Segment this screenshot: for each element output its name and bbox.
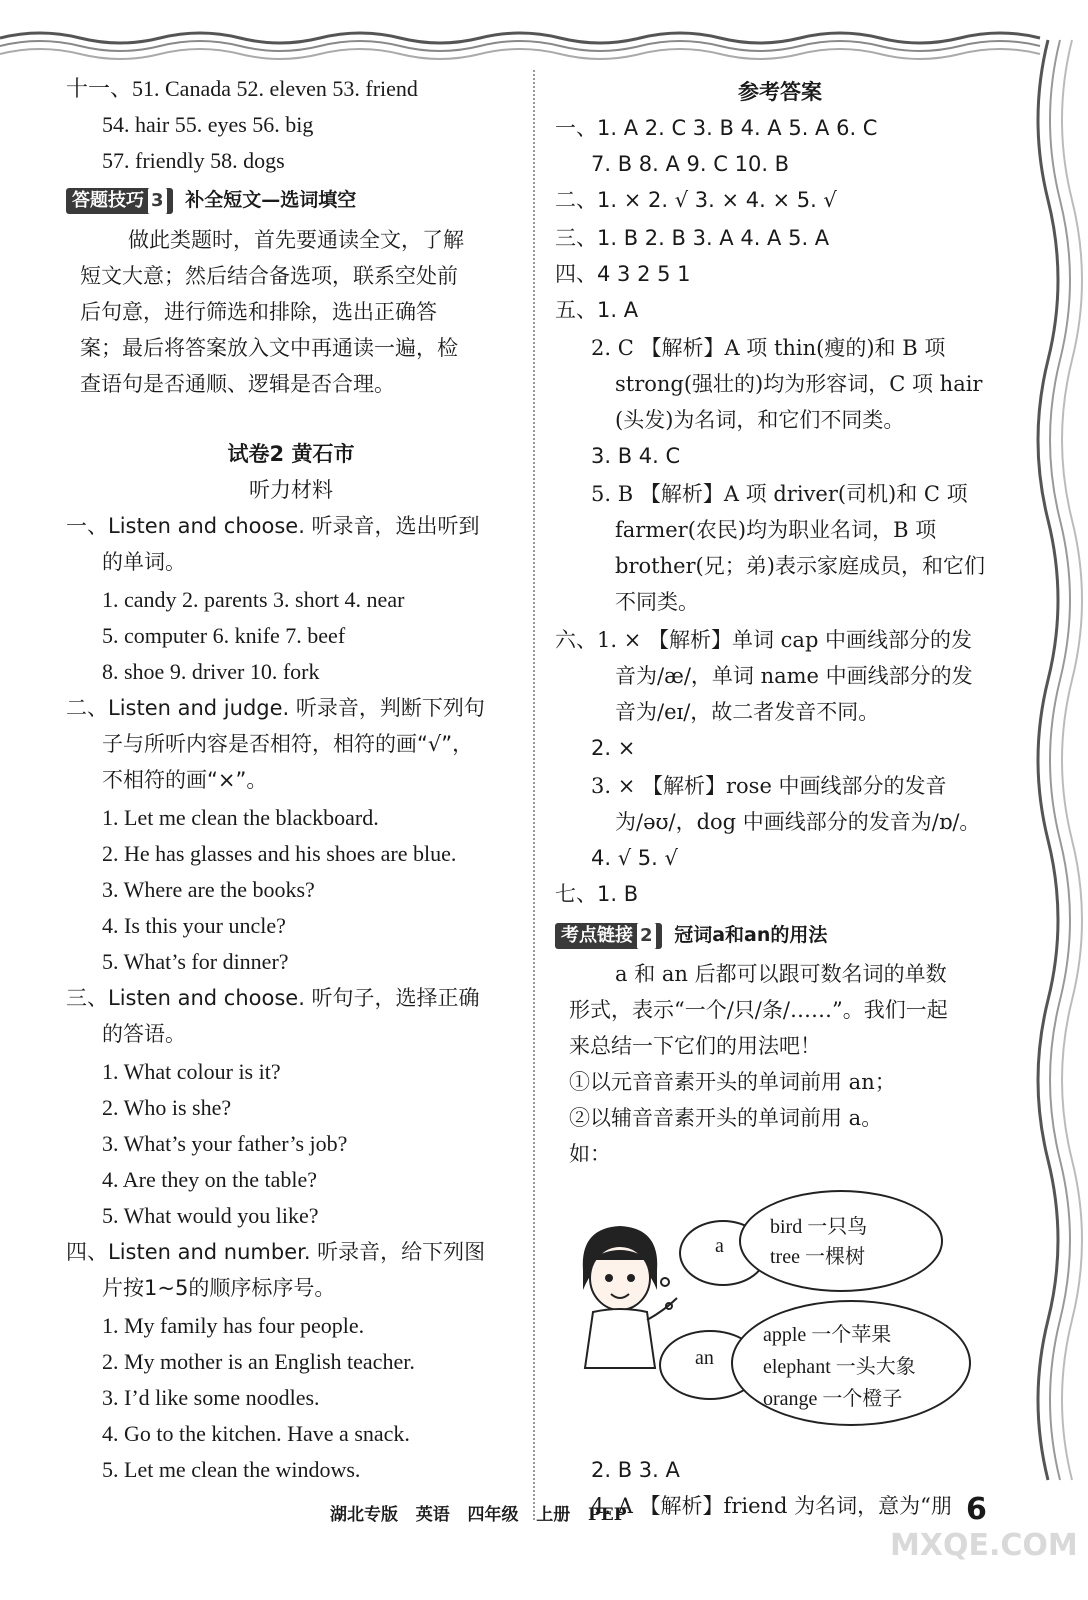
- tip-line: 查语句是否通顺、逻辑是否合理。: [80, 372, 395, 396]
- listening-title: 听力材料: [249, 478, 333, 502]
- bubble-a-label: a: [715, 1235, 724, 1257]
- tip-line: 案；最后将答案放入文中再通读一遍，检: [80, 336, 458, 360]
- answer-line-11-b: 54. hair 55. eyes 56. big: [102, 112, 314, 137]
- answer-6-1-cont: 音为/eɪ/，故二者发音不同。: [615, 700, 880, 724]
- q1-item: 5. computer 6. knife 7. beef: [102, 623, 346, 648]
- bubble-a-word: tree 一棵树: [770, 1246, 865, 1268]
- q3-item: 2. Who is she?: [102, 1095, 232, 1120]
- q4-title-cont: 片按1~5的顺序标序号。: [102, 1276, 336, 1300]
- bubble-an-label: an: [695, 1347, 714, 1369]
- q2-title-cont: 子与所听内容是否相符，相符的画“√”，: [102, 732, 474, 756]
- bubble-a-word: bird 一只鸟: [770, 1216, 868, 1238]
- link-header: [555, 920, 827, 949]
- answer-5-34: 3. B 4. C: [591, 444, 681, 468]
- answer-1a: 一、1. A 2. C 3. B 4. A 5. A 6. C: [555, 116, 878, 140]
- right-decorative-border: [1008, 0, 1088, 1600]
- page-footer: 湖北专版 英语 四年级 上册 PEP: [330, 1505, 627, 1525]
- answer-6-2: 2. ×: [591, 736, 636, 760]
- bubble-an-word: apple 一个苹果: [763, 1324, 892, 1346]
- link-line: 如：: [569, 1142, 611, 1166]
- link-line: a 和 an 后都可以跟可数名词的单数: [615, 962, 947, 986]
- q4-item: 1. My family has four people.: [102, 1313, 365, 1338]
- q3-item: 3. What’s your father’s job?: [102, 1131, 348, 1156]
- link-line: 来总结一下它们的用法吧！: [569, 1034, 821, 1058]
- q2-item: 3. Where are the books?: [102, 877, 315, 902]
- answer-5-5-cont: brother(兄；弟)表示家庭成员，和它们: [615, 554, 985, 578]
- link-title: 冠词a和an的用法: [674, 924, 828, 946]
- answer-line-11-a: 十一、51. Canada 52. eleven 53. friend: [66, 76, 418, 101]
- answer-5-5: 5. B 【解析】A 项 driver(司机)和 C 项: [591, 482, 968, 506]
- q2-item: 1. Let me clean the blackboard.: [102, 805, 379, 830]
- q1-title: 一、Listen and choose. 听录音，选出听到: [66, 514, 480, 538]
- q2-item: 5. What’s for dinner?: [102, 949, 289, 974]
- q3-item: 4. Are they on the table?: [102, 1167, 318, 1192]
- answer-5-5-cont: farmer(农民)均为职业名词，B 项: [615, 518, 937, 542]
- link-line: 形式，表示“一个/只/条/……”。我们一起: [569, 998, 948, 1022]
- answer-title: 参考答案: [738, 80, 822, 104]
- answer-1b: 7. B 8. A 9. C 10. B: [591, 152, 790, 176]
- watermark-text: MXQE.COM: [890, 1528, 1078, 1563]
- top-decorative-border: [0, 0, 1088, 70]
- answer-6-1-cont: 音为/æ/，单词 name 中画线部分的发: [615, 664, 973, 688]
- answer-6-3: 3. × 【解析】rose 中画线部分的发音: [591, 774, 947, 798]
- answer-3: 三、1. B 2. B 3. A 4. A 5. A: [555, 226, 830, 250]
- answer-5-2-cont: strong(强壮的)均为形容词，C 项 hair: [615, 372, 983, 396]
- tip-badge: 答题技巧 3: [66, 188, 173, 214]
- answer-2: 二、1. × 2. √ 3. × 4. × 5. √: [555, 188, 837, 212]
- answer-7-4: 4. A 【解析】friend 为名词，意为“朋: [591, 1494, 952, 1518]
- tip-line: 短文大意；然后结合备选项，联系空处前: [80, 264, 458, 288]
- answer-5-1: 五、1. A: [555, 298, 639, 322]
- answer-6-1: 六、1. × 【解析】单词 cap 中画线部分的发: [555, 628, 973, 652]
- answer-7-23: 2. B 3. A: [591, 1458, 680, 1482]
- q1-title-cont: 的单词。: [102, 550, 186, 574]
- page-number: 6: [966, 1492, 987, 1527]
- q4-item: 4. Go to the kitchen. Have a snack.: [102, 1421, 410, 1446]
- link-line: ①以元音音素开头的单词前用 an；: [569, 1070, 896, 1094]
- answer-5-5-cont: 不同类。: [615, 590, 699, 614]
- q3-title-cont: 的答语。: [102, 1022, 186, 1046]
- answer-5-2-cont: (头发)为名词，和它们不同类。: [615, 408, 905, 432]
- q4-item: 3. I’d like some noodles.: [102, 1385, 320, 1410]
- q3-title: 三、Listen and choose. 听句子，选择正确: [66, 986, 480, 1010]
- q3-item: 5. What would you like?: [102, 1203, 319, 1228]
- tip-title: 补全短文—选词填空: [185, 189, 357, 211]
- q4-title: 四、Listen and number. 听录音，给下列图: [66, 1240, 486, 1264]
- answer-6-3-cont: 为/əʊ/，dog 中画线部分的发音为/ɒ/。: [615, 810, 981, 834]
- link-line: ②以辅音音素开头的单词前用 a。: [569, 1106, 883, 1130]
- answer-4: 四、4 3 2 5 1: [555, 262, 691, 286]
- q1-item: 1. candy 2. parents 3. short 4. near: [102, 587, 405, 612]
- link-badge: 考点链接 2: [555, 923, 662, 949]
- thought-dots: [645, 1270, 675, 1330]
- column-divider: [533, 70, 535, 1520]
- q2-item: 4. Is this your uncle?: [102, 913, 286, 938]
- answer-5-2: 2. C 【解析】A 项 thin(瘦的)和 B 项: [591, 336, 946, 360]
- q4-item: 2. My mother is an English teacher.: [102, 1349, 415, 1374]
- bubble-an-word: orange 一个橙子: [763, 1388, 903, 1410]
- q2-item: 2. He has glasses and his shoes are blue.: [102, 841, 457, 866]
- tip-line: 后句意，进行筛选和排除，选出正确答: [80, 300, 437, 324]
- q4-item: 5. Let me clean the windows.: [102, 1457, 361, 1482]
- q1-item: 8. shoe 9. driver 10. fork: [102, 659, 320, 684]
- answer-7-1: 七、1. B: [555, 882, 639, 906]
- tip-line: 做此类题时，首先要通读全文，了解: [128, 228, 464, 252]
- answer-line-11-c: 57. friendly 58. dogs: [102, 148, 285, 173]
- tip-header: [66, 185, 356, 214]
- paper-title: 试卷2 黄石市: [227, 442, 355, 466]
- answer-6-45: 4. √ 5. √: [591, 846, 678, 870]
- bubble-an-word: elephant 一头大象: [763, 1356, 916, 1378]
- q2-title: 二、Listen and judge. 听录音，判断下列句: [66, 696, 485, 720]
- q3-item: 1. What colour is it?: [102, 1059, 281, 1084]
- q2-title-cont: 不相符的画“×”。: [102, 768, 268, 792]
